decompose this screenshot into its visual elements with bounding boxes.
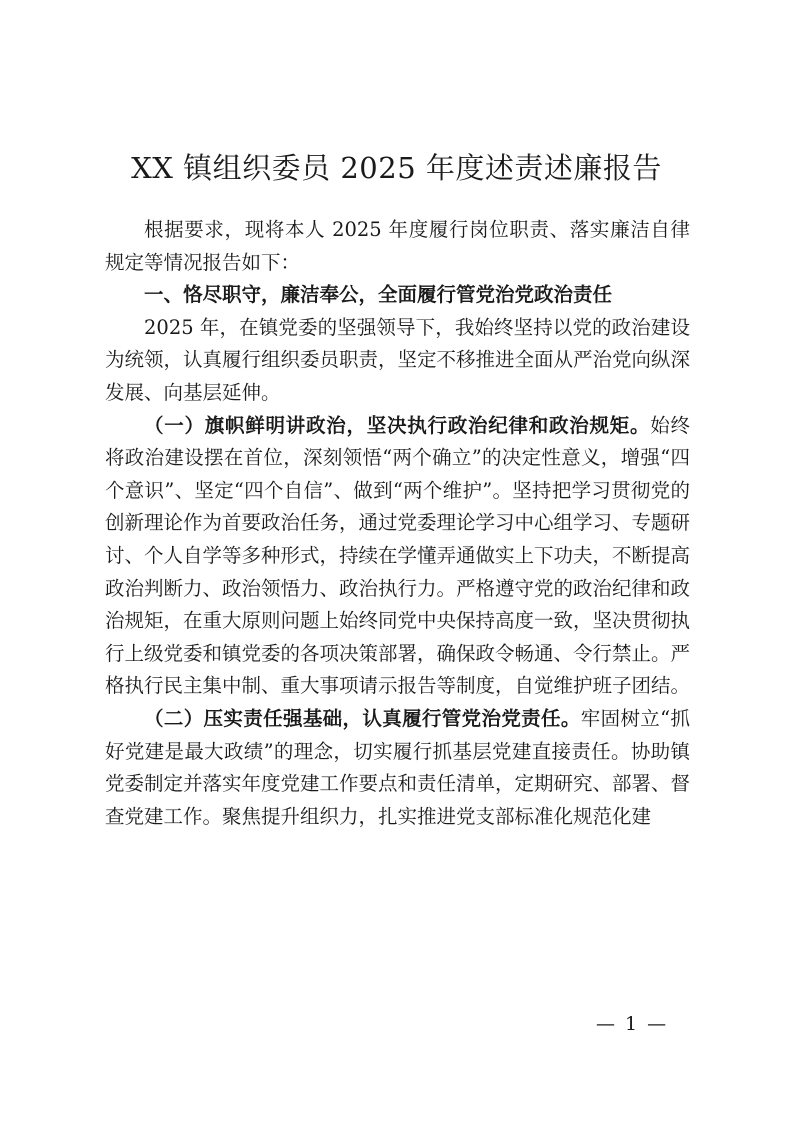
subsection-2-text: 牢固树立“抓好党建是最大政绩”的理念，切实履行抓基层党建直接责任。协助镇党委制定并落实年度党建工作要点和责任清单，定期研究、部署、督查党建工作。聚焦提升组织力，扎实推进党支部标准化规范化建 bbox=[105, 706, 691, 828]
subsection-2-lead: （二）压实责任强基础，认真履行管党治党责任。 bbox=[144, 706, 581, 730]
subsection-2-paragraph bbox=[105, 703, 690, 833]
page-number: — 1 — bbox=[596, 1013, 669, 1035]
section-heading-1: 一、恪尽职守，廉洁奉公，全面履行管党治党政治责任 bbox=[144, 283, 613, 307]
document-title: XX 镇组织委员 2025 年度述责述廉报告 bbox=[131, 151, 662, 185]
section-1-paragraph: 2025 年，在镇党委的坚强领导下，我始终坚持以党的政治建设为统领，认真履行组织委员职责，坚定不移推进全面从严治党向纵深发展、向基层延伸。 bbox=[105, 315, 691, 404]
subsection-1-paragraph bbox=[105, 410, 690, 703]
intro-paragraph: 根据要求，现将本人 2025 年度履行岗位职责、落实廉洁自律规定等情况报告如下： bbox=[105, 218, 690, 274]
document-body bbox=[105, 214, 690, 833]
subsection-1-text: 始终将政治建设摆在首位，深刻领悟“两个确立”的决定性意义，增强“四个意识”、坚定“四个自信”、做到“两个维护”。坚持把学习贯彻党的创新理论作为首要政治任务，通过党委理论学习中心组学习、专题研讨、个人自学等多种形式，持续在学懂弄通做实上下功夫，不断提高政治判断力、政治领悟力、政治执行力。严格遵守党的政治纪律和政治规矩，在重大原则问题上始终同党中央保持高度一致，坚决贯彻执行上级党委和镇党委的各项决策部署，确保政令畅通、令行禁止。严格执行民主集中制、重大事项请示报告等制度，自觉维护班子团结。 bbox=[105, 413, 691, 698]
subsection-1-lead: （一）旗帜鲜明讲政治，坚决执行政治纪律和政治规矩。 bbox=[144, 413, 651, 437]
